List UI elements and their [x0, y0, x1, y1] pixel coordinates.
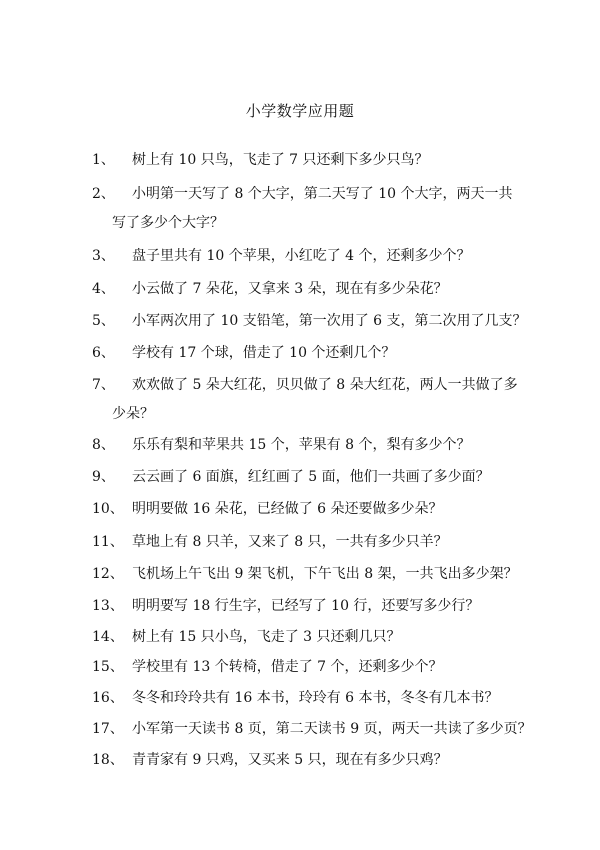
question-text: 小云做了 7 朵花，又拿来 3 朵，现在有多少朵花？ — [132, 281, 448, 297]
question-number: 9、 — [92, 469, 115, 485]
question-number: 1、 — [92, 152, 115, 168]
question-number: 3、 — [92, 248, 115, 264]
question-number: 11、 — [92, 534, 124, 550]
question-number: 14、 — [92, 629, 124, 645]
question-text-continued: 写了多少个大字？ — [112, 215, 224, 231]
question-number: 5、 — [92, 313, 115, 329]
question-number: 6、 — [92, 345, 115, 361]
question-text: 欢欢做了 5 朵大红花，贝贝做了 8 朵大红花，两人一共做了多 — [132, 377, 518, 393]
question-text: 学校里有 13 个转椅，借走了 7 个，还剩多少个？ — [132, 659, 443, 675]
question-number: 17、 — [92, 721, 124, 737]
question-number: 16、 — [92, 690, 124, 706]
question-text: 冬冬和玲玲共有 16 本书，玲玲有 6 本书，冬冬有几本书？ — [132, 690, 499, 706]
question-number: 13、 — [92, 598, 124, 614]
question-number: 7、 — [92, 377, 115, 393]
question-number: 18、 — [92, 752, 124, 768]
question-number: 15、 — [92, 659, 124, 675]
question-number: 2、 — [92, 186, 115, 202]
question-text: 小明第一天写了 8 个大字，第二天写了 10 个大字，两天一共 — [132, 186, 513, 202]
question-text: 树上有 15 只小鸟，飞走了 3 只还剩几只？ — [132, 629, 401, 645]
question-text-continued: 少朵？ — [112, 406, 154, 422]
question-text: 盘子里共有 10 个苹果，小红吃了 4 个，还剩多少个？ — [132, 248, 471, 264]
question-text: 飞机场上午飞出 9 架飞机，下午飞出 8 架，一共飞出多少架？ — [132, 566, 518, 582]
question-text: 小军两次用了 10 支铅笔，第一次用了 6 支，第二次用了几支？ — [132, 313, 527, 329]
question-number: 4、 — [92, 281, 115, 297]
question-text: 学校有 17 个球，借走了 10 个还剩几个？ — [132, 345, 396, 361]
question-text: 云云画了 6 面旗，红红画了 5 面，他们一共画了多少面？ — [132, 469, 490, 485]
question-text: 乐乐有梨和苹果共 15 个，苹果有 8 个，梨有多少个？ — [132, 437, 471, 453]
question-text: 明明要做 16 朵花，已经做了 6 朵还要做多少朵？ — [132, 501, 443, 517]
question-number: 10、 — [92, 501, 124, 517]
question-text: 小军第一天读书 8 页，第二天读书 9 页，两天一共读了多少页？ — [132, 721, 532, 737]
question-number: 8、 — [92, 437, 115, 453]
question-number: 12、 — [92, 566, 124, 582]
page-title: 小学数学应用题 — [245, 102, 355, 120]
question-text: 青青家有 9 只鸡，又买来 5 只，现在有多少只鸡？ — [132, 752, 448, 768]
question-text: 树上有 10 只鸟，飞走了 7 只还剩下多少只鸟？ — [132, 152, 429, 168]
question-text: 草地上有 8 只羊，又来了 8 只，一共有多少只羊？ — [132, 534, 448, 550]
question-text: 明明要写 18 行生字，已经写了 10 行，还要写多少行？ — [132, 598, 480, 614]
